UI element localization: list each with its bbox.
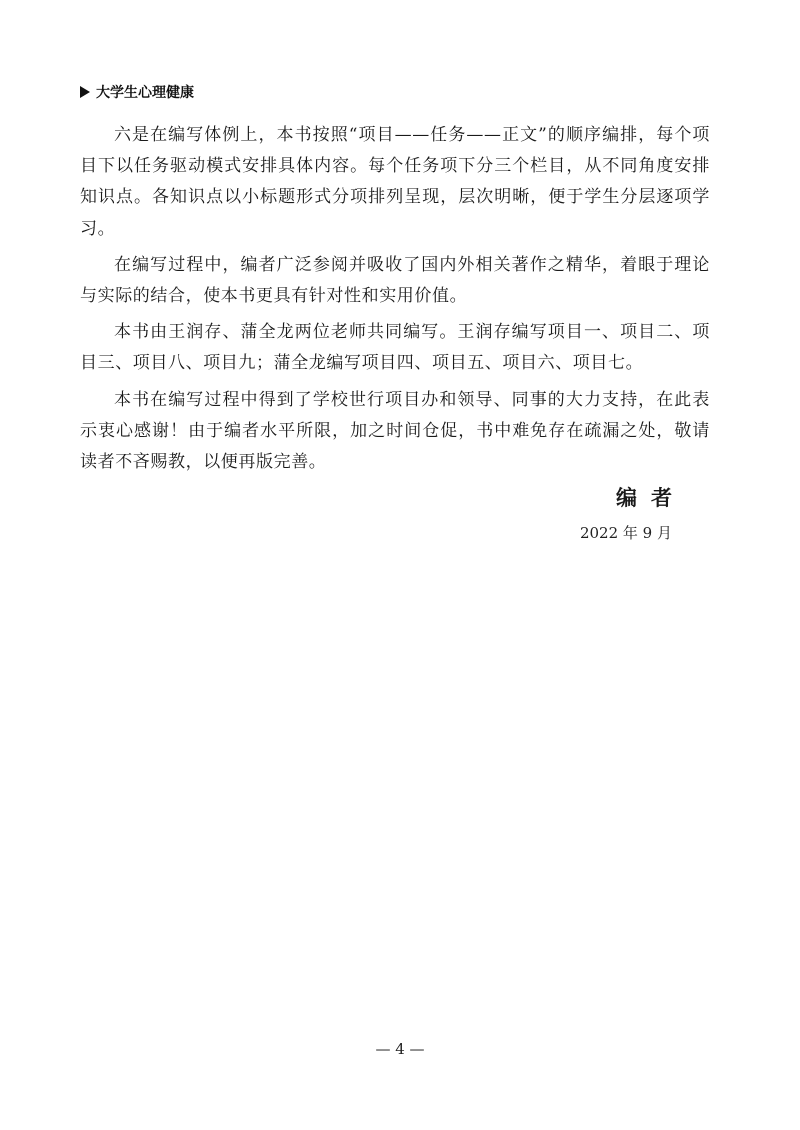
- paragraph-references: 在编写过程中，编者广泛参阅并吸收了国内外相关著作之精华，着眼于理论与实际的结合，使本书更具有针对性和实用价值。: [80, 254, 710, 307]
- signoff-date: 2022 年 9 月: [579, 524, 672, 542]
- paragraph-acknowledgements: 本书在编写过程中得到了学校世行项目办和领导、同事的大力支持，在此表示衷心感谢！由于编者水平所限，加之时间仓促，书中难免存在疏漏之处，敬请读者不吝赐教，以便再版完善。: [80, 389, 710, 473]
- paragraph-style: 六是在编写体例上，本书按照“项目——任务——正文”的顺序编排，每个项目下以任务驱动模式安排具体内容。每个任务项下分三个栏目，从不同角度安排知识点。各知识点以小标题形式分项排列呈现，层次明晰，便于学生分层逐项学习。: [80, 125, 710, 239]
- page-number: — 4 —: [375, 1040, 425, 1058]
- signoff: [579, 482, 686, 543]
- body-text: [80, 120, 710, 483]
- right-triangle-icon: [80, 86, 90, 98]
- book-title: 大学生心理健康: [96, 85, 194, 101]
- author-signature: 编者: [616, 485, 686, 510]
- paragraph-authors: 本书由王润存、蒲全龙两位老师共同编写。王润存编写项目一、项目二、项目三、项目八、项目九；蒲全龙编写项目四、项目五、项目六、项目七。: [80, 322, 710, 374]
- running-head: [80, 82, 194, 102]
